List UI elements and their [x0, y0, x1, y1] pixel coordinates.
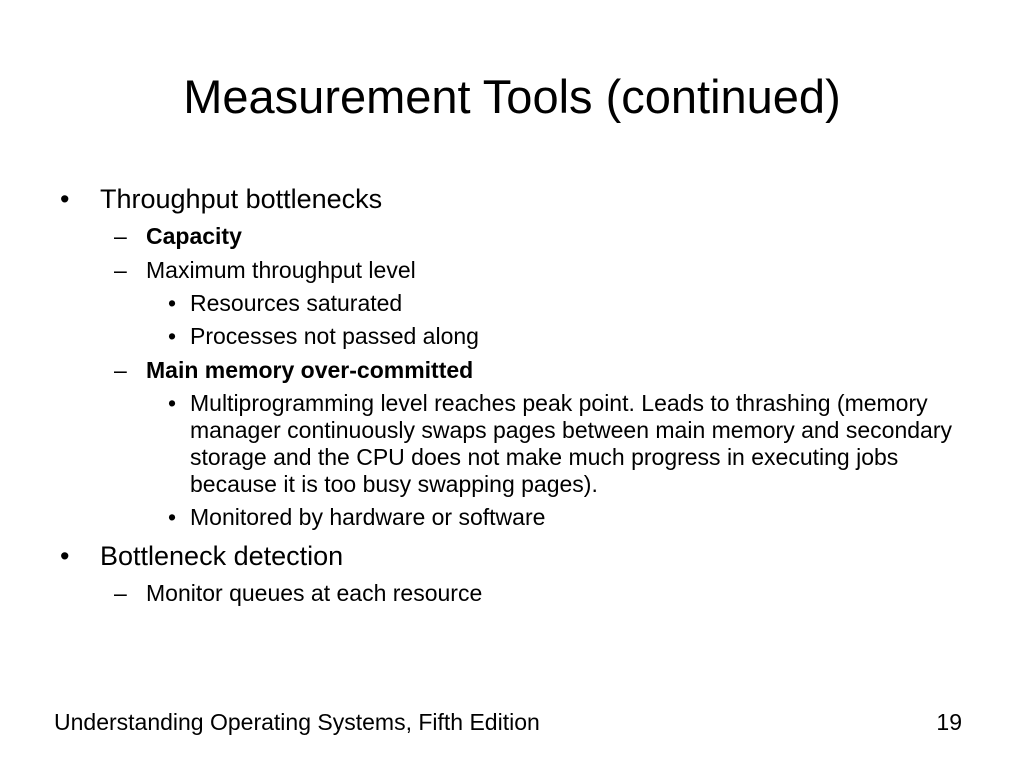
- subbullet-capacity: [58, 222, 968, 250]
- bullet-text: Bottleneck detection: [100, 541, 344, 571]
- subbullet-monitor-queues: [58, 579, 968, 607]
- subsubbullet-text: Resources saturated: [190, 290, 403, 316]
- slide-title: Measurement Tools (continued): [183, 70, 841, 123]
- bullet-marker: •: [60, 184, 70, 214]
- subbullet-text: Main memory over-committed: [146, 357, 474, 383]
- bullet-marker: •: [168, 323, 177, 349]
- bullet-throughput-bottlenecks: [58, 182, 968, 216]
- bullet-marker: •: [168, 390, 177, 416]
- footer-page-number: 19: [936, 709, 962, 735]
- bullet-marker: •: [168, 504, 177, 530]
- footer-book-title: Understanding Operating Systems, Fifth Edition: [54, 709, 540, 735]
- subsubbullet-resources-saturated: [58, 290, 968, 317]
- subbullet-main-memory: [58, 356, 968, 384]
- subbullet-text: Monitor queues at each resource: [146, 580, 483, 606]
- dash-marker: –: [114, 357, 127, 383]
- subsubbullet-monitored: [58, 504, 968, 531]
- subbullet-text: Capacity: [146, 223, 242, 249]
- bullet-text: Throughput bottlenecks: [100, 184, 383, 214]
- dash-marker: –: [114, 580, 127, 606]
- subbullet-text: Maximum throughput level: [146, 257, 416, 283]
- dash-marker: –: [114, 223, 127, 249]
- bullet-bottleneck-detection: [58, 539, 968, 573]
- bullet-list: [58, 180, 968, 607]
- subsubbullet-processes-not-passed: [58, 323, 968, 350]
- subsubbullet-multiprogramming: [58, 390, 968, 498]
- bullet-marker: •: [60, 541, 70, 571]
- subsubbullet-text: Multiprogramming level reaches peak point. Leads to thrashing (memory manager continuously swaps pages between main memory and secondary storage and the CPU does not make much progress in executing jobs because it is too busy swapping pages).: [190, 390, 952, 497]
- dash-marker: –: [114, 257, 127, 283]
- subbullet-max-throughput: [58, 256, 968, 284]
- subsubbullet-text: Processes not passed along: [190, 323, 479, 349]
- bullet-marker: •: [168, 290, 177, 316]
- subsubbullet-text: Monitored by hardware or software: [190, 504, 546, 530]
